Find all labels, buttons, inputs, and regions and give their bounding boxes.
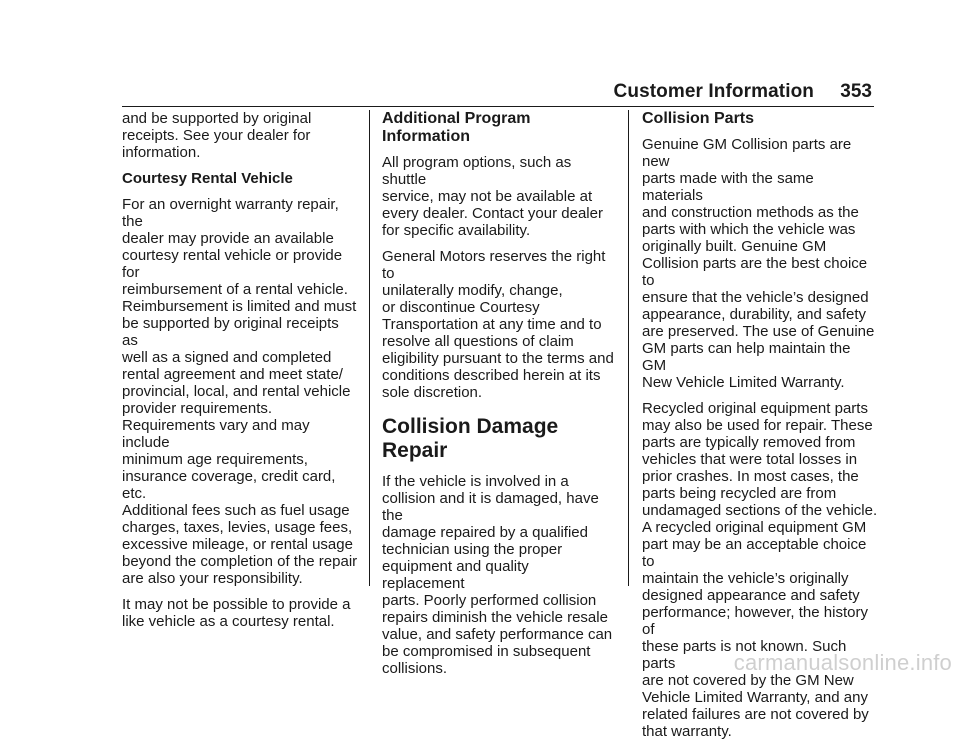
- paragraph-receipts: and be supported by original receipts. See your dealer for information.: [122, 110, 312, 161]
- page-number: 353: [840, 81, 872, 102]
- column-2: [382, 110, 614, 686]
- paragraph-genuine-parts: Genuine GM Collision parts are new parts made with the same materials and construction methods as the parts with which the vehicle was originally built. Genuine GM Collision parts are the best choice to ensure that the vehicle’s designed appearance, durability, and safety are preserved. The use of Genuine GM parts can help maintain the GM New Vehicle Limited Warranty.: [642, 136, 875, 391]
- section-title: Customer Information: [613, 81, 814, 102]
- paragraph-recycled-parts: Recycled original equipment parts may also be used for repair. These parts are typically removed from vehicles that were total losses in prior crashes. In most cases, the parts being recycled are from undamaged sections of the vehicle. A recycled original equipment GM part may be an acceptable choice to maintain the vehicle’s originally designed appearance and safety performance; however, the history of these parts is not known. Such parts are not covered by the GM New Vehicle Limited Warranty, and any related failures are not covered by that warranty.: [642, 400, 878, 740]
- column-1: [122, 110, 358, 639]
- paragraph-collision-involved: If the vehicle is involved in a collision and it is damaged, have the damage repaired by a qualified technician using the proper equipment and quality replacement parts. Poorly performed collision repairs diminish the vehicle resale value, and safety performance can be compromised in subsequent collisions.: [382, 473, 613, 677]
- subheading-courtesy-rental: Courtesy Rental Vehicle: [122, 170, 293, 187]
- paragraph-gm-reserves: General Motors reserves the right to unilaterally modify, change, or discontinue Courtesy Transportation at any time and to resolve all questions of claim eligibility pursuant to the terms and conditions described herein at its sole discretion.: [382, 248, 614, 401]
- heading-additional-program: Additional Program Information: [382, 110, 531, 145]
- header-rule: [122, 106, 874, 107]
- paragraph-program-options: All program options, such as shuttle service, may not be available at every dealer. Contact your dealer for specific availability.: [382, 154, 603, 239]
- watermark-text: carmanualsonline.info: [733, 650, 952, 675]
- column-divider-2: [628, 110, 629, 586]
- paragraph-overnight-repair: For an overnight warranty repair, the dealer may provide an available courtesy rental vehicle or provide for reimbursement of a rental vehicle. Reimbursement is limited and must be supported by original receipts as well as a signed and completed rental agreement and meet state/ provincial, local, and rental vehicle provider requirements. Requirements vary and may include minimum age requirements, insurance coverage, credit card, etc. Additional fees such as fuel usage charges, taxes, levies, usage fees, excessive mileage, or rental usage beyond the completion of the repair are also your responsibility.: [122, 196, 358, 587]
- page-header: [122, 80, 874, 106]
- paragraph-like-vehicle: It may not be possible to provide a like vehicle as a courtesy rental.: [122, 596, 351, 630]
- heading-collision-parts: Collision Parts: [642, 110, 755, 127]
- column-divider-1: [369, 110, 370, 586]
- heading-collision-damage-repair: Collision Damage Repair: [382, 415, 559, 462]
